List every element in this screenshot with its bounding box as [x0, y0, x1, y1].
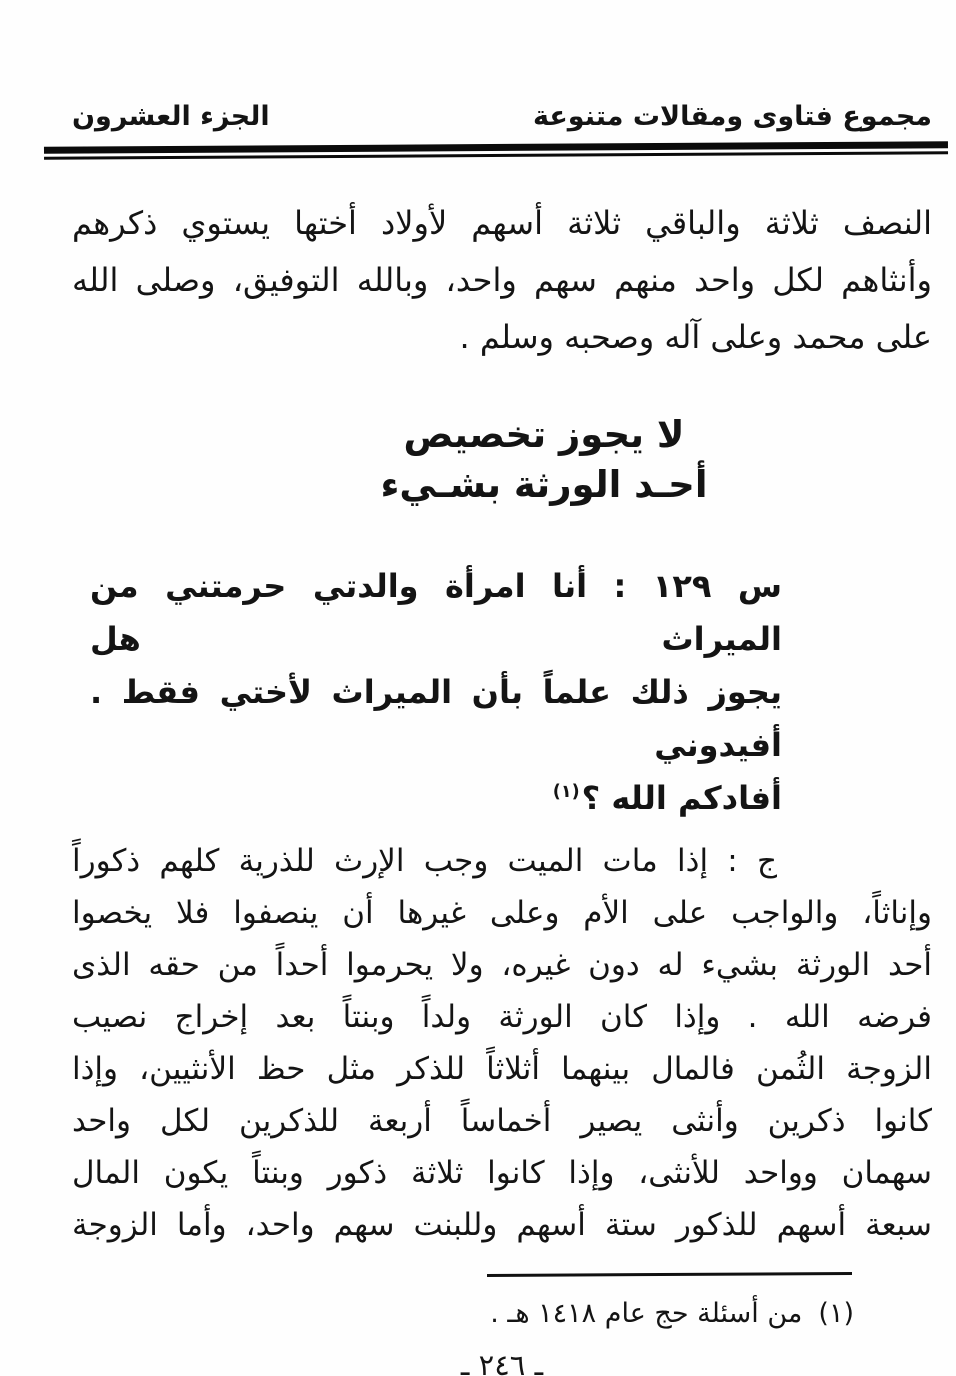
- footnote: [72, 1296, 932, 1332]
- header-rule: [44, 141, 948, 160]
- book-title: مجموع فتاوى ومقالات متنوعة: [532, 101, 932, 132]
- question-line: س ١٢٩ : أنا امرأة والدتي حرمتني من الميراث هل: [90, 567, 783, 658]
- page-number: ـ ٢٤٦ ـ: [460, 1348, 544, 1376]
- question-line: يجوز ذلك علماً بأن الميراث لأختي فقط . أفيدوني: [90, 673, 782, 764]
- volume-title: الجزء العشرون: [72, 101, 270, 132]
- page-header: [72, 100, 932, 134]
- text-line: وأنثاهم لكل واحد منهم سهم واحد، وبالله التوفيق، وصلى الله: [72, 261, 932, 299]
- section-title-line: لا يجوز تخصيص: [403, 413, 685, 456]
- text-line: على محمد وعلى آله وصحبه وسلم .: [459, 318, 932, 356]
- answer-line: سهمان وواحد للأنثى، وإذا كانوا ثلاثة ذكور وبنتاً يكون المال: [72, 1155, 932, 1191]
- footnote-marker: (١): [818, 1298, 854, 1329]
- text-line: النصف ثلاثة والباقي ثلاثة أسهم لأولاد أختها يستوي ذكرهم: [72, 204, 932, 242]
- page-footer: [72, 1273, 932, 1376]
- answer-line: سبعة أسهم للذكور ستة أسهم وللبنت سهم واحد، وأما الزوجة: [72, 1207, 932, 1243]
- answer-line: أحد الورثة بشيء له دون غيره، ولا يحرموا أحداً من حقه الذى: [72, 947, 932, 983]
- footnote-text: من أسئلة حج عام ١٤١٨ هـ .: [490, 1298, 803, 1329]
- answer-line: وإناثاً، والواجب على الأم وعلى غيرها أن ينصفوا فلا يخصوا: [72, 895, 932, 931]
- question-block: [90, 560, 782, 825]
- answer-line: كانوا ذكرين وأنثى يصير أخماساً أربعة للذكرين لكل واحد: [72, 1103, 932, 1139]
- answer-line: فرضه الله . وإذا كان الورثة ولداً وبنتاً بعد إخراج نصيب: [72, 999, 932, 1035]
- section-title: [114, 410, 956, 510]
- answer-line: ج : إذا مات الميت وجب الإرث للذرية كلهم ذكوراً: [72, 843, 777, 879]
- intro-paragraph: [72, 195, 932, 366]
- question-last-text: أفادكم الله ؟: [581, 779, 782, 817]
- footnote-ref: (١): [552, 782, 580, 803]
- answer-line: الزوجة الثُمن فالمال بينهما أثلاثاً للذكر مثل حظ الأنثيين، وإذا: [72, 1051, 932, 1087]
- answer-paragraph: [72, 835, 932, 1251]
- question-last-line: [90, 772, 782, 825]
- section-title-line: أحـد الورثة بشـيء: [380, 463, 708, 506]
- footnote-rule: [487, 1272, 852, 1277]
- page-body: [72, 195, 932, 1251]
